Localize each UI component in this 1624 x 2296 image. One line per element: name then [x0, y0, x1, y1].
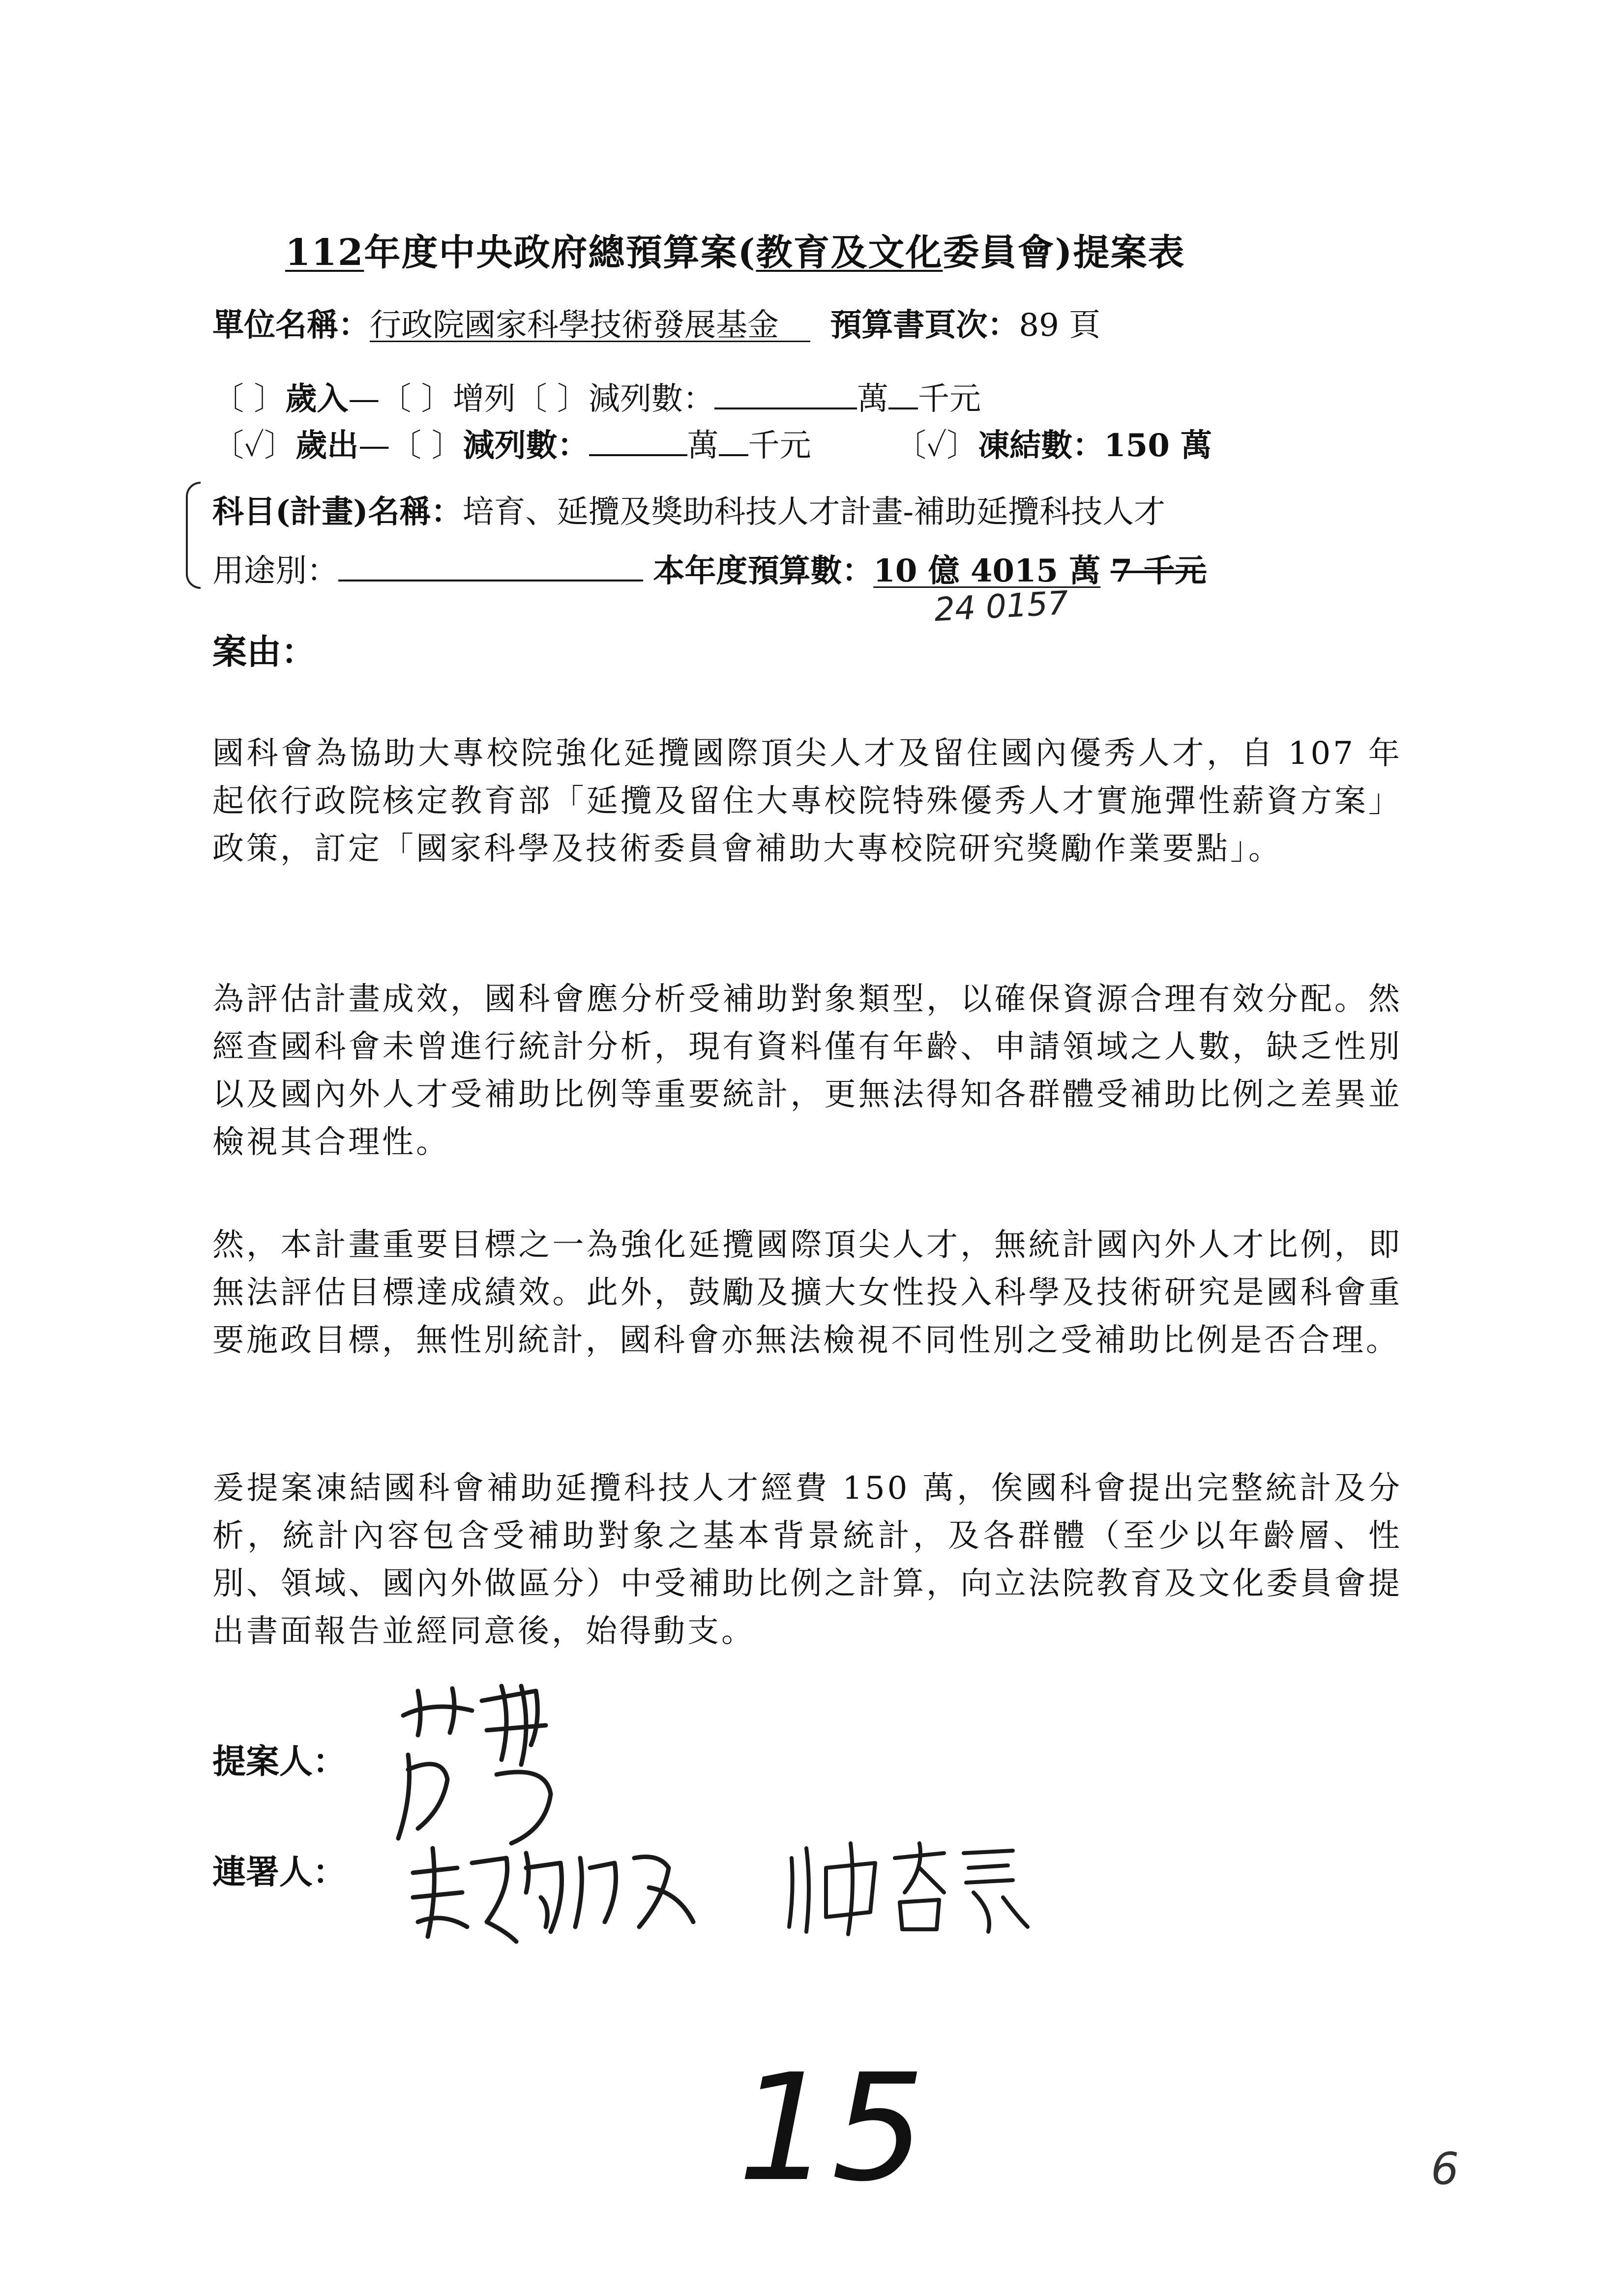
reason-label: 案由：: [212, 631, 316, 672]
unit-label: 單位名稱：: [212, 307, 370, 344]
cosigner-signature-2: [782, 1838, 1037, 1937]
paragraph-1: 國科會為協助大專校院強化延攬國際頂尖人才及留住國內優秀人才，自 107 年起依行政院核定教育部「延攬及留住大專校院特殊優秀人才實施彈性薪資方案」政策，訂定「國家科學及技術委員會補助大專校院研究獎勵作業要點」。: [212, 735, 1402, 867]
expense-wan-blank: [589, 454, 687, 456]
paragraph-3: 然，本計畫重要目標之一為強化延攬國際頂尖人才，無統計國內外人才比例，即無法評估目標達成績效。此外，鼓勵及擴大女性投入科學及技術研究是國科會重要施政目標，無性別統計，國科會亦無法檢視不同性別之受補助比例是否合理。: [212, 1227, 1402, 1359]
title-year: 112: [285, 232, 364, 274]
proposer-signature: [388, 1681, 595, 1858]
decrease-label: 減列數：: [589, 381, 715, 417]
wan-unit: 萬: [857, 381, 889, 417]
increase-label: 增列: [452, 381, 516, 417]
revenue-checkbox: 〔 〕: [212, 381, 286, 417]
revenue-label: 歲入: [285, 380, 349, 417]
increase-checkbox: 〔 〕: [380, 381, 453, 417]
expense-qianyuan-unit: 千元: [748, 428, 811, 464]
subject-label: 科目(計畫)名稱：: [212, 494, 463, 530]
page-number: 6: [1431, 2143, 1459, 2195]
budget-value: 10 億 4015 萬: [873, 552, 1101, 589]
usage-blank: [338, 579, 643, 581]
freeze-checkbox: 〔✓〕: [894, 428, 978, 464]
proposer-label: 提案人：: [212, 1742, 347, 1781]
decrease-checkbox: 〔 〕: [515, 381, 589, 417]
qianyuan-unit: 千元: [918, 381, 981, 417]
expense-checkbox: 〔✓〕: [212, 428, 296, 464]
freeze-value: 150 萬: [1104, 427, 1212, 464]
page-label: 預算書頁次：: [830, 307, 1019, 344]
subject-row: [212, 487, 1165, 532]
freeze-label: 凍結數：: [978, 427, 1104, 464]
expense-decrease-label: 減列數：: [463, 427, 589, 464]
unit-value: 行政院國家科學技術發展基金: [370, 307, 779, 344]
decrease-qian-blank: [888, 407, 918, 409]
unit-row: [212, 300, 1100, 345]
expense-label: 歲出: [295, 427, 359, 464]
title-committee: 教育及文化: [756, 232, 943, 274]
budget-label: 本年度預算數：: [653, 552, 874, 589]
page-value: 89 頁: [1019, 307, 1101, 344]
expense-decrease-checkbox: 〔 〕: [390, 428, 463, 464]
paragraph-4: 爰提案凍結國科會補助延攬科技人才經費 150 萬，俟國科會提出完整統計及分析，統計內容包含受補助對象之基本背景統計，及各群體（至少以年齡層、性別、領域、國內外做區分）中受補助比例之計算，向立法院教育及文化委員會提出書面報告並經同意後，始得動支。: [212, 1470, 1402, 1650]
handwritten-number: 15: [738, 2042, 925, 2214]
expense-wan-unit: 萬: [687, 428, 719, 464]
usage-label: 用途別：: [212, 553, 338, 589]
decrease-wan-blank: [714, 407, 857, 409]
expense-qian-blank: [719, 454, 748, 456]
paragraph-2: 為評估計畫成效，國科會應分析受補助對象類型，以確保資源合理有效分配。然經查國科會未曾進行統計分析，現有資料僅有年齡、申請領域之人數，缺乏性別以及國內外人才受補助比例等重要統計，更無法得知各群體受補助比例之差異並檢視其合理性。: [212, 981, 1402, 1161]
form-title: [285, 224, 1185, 276]
handwritten-budget-correction: 24 0157: [933, 583, 1069, 629]
bracket-line: [186, 482, 201, 589]
cosigner-label: 連署人：: [212, 1853, 347, 1892]
title-text-b: 委員會)提案表: [943, 232, 1185, 274]
expense-dash: —: [358, 428, 390, 464]
expense-row: [212, 420, 1212, 465]
budget-struck-value: 7 千元: [1110, 552, 1207, 589]
revenue-dash: —: [348, 381, 380, 417]
cosigner-signature-1: [403, 1838, 718, 1947]
title-text-a: 年度中央政府總預算案(: [364, 232, 756, 274]
revenue-row: [212, 374, 981, 419]
subject-value: 培育、延攬及獎助科技人才計畫-補助延攬科技人才: [462, 494, 1166, 530]
